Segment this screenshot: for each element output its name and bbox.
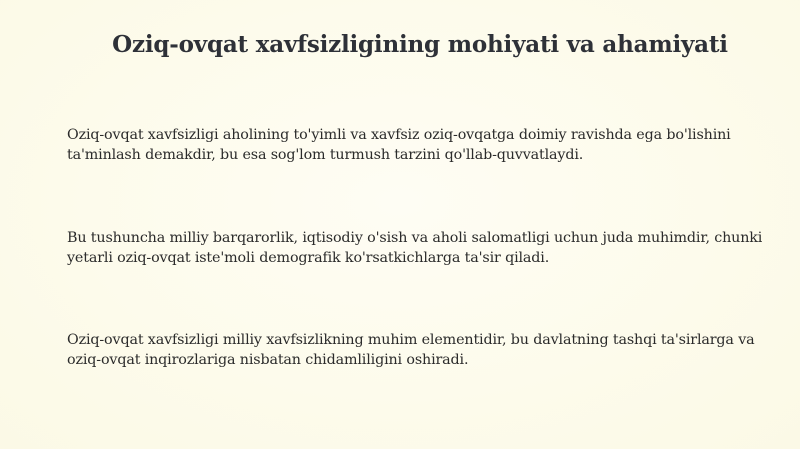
paragraph-national-security: Oziq-ovqat xavfsizligi milliy xavfsizlikning muhim elementidir, bu davlatning tashqi ta'sirlarga va oziq-ovqat inqirozlariga nisbatan chidamliligini oshiradi. — [67, 332, 755, 368]
paragraph-importance: Bu tushuncha milliy barqarorlik, iqtisodiy o'sish va aholi salomatligi uchun juda muhimdir, chunki yetarli oziq-ovqat iste'moli demografik ko'rsatkichlarga ta'sir qiladi. — [67, 230, 763, 266]
paragraph-definition: Oziq-ovqat xavfsizligi aholining to'yimli va xavfsiz oziq-ovqatga doimiy ravishda ega bo'lishini ta'minlash demakdir, bu esa sog'lom turmush tarzini qo'llab-quvvatlaydi. — [67, 127, 731, 163]
slide-title: Oziq-ovqat xavfsizligining mohiyati va ahamiyati — [112, 31, 728, 58]
